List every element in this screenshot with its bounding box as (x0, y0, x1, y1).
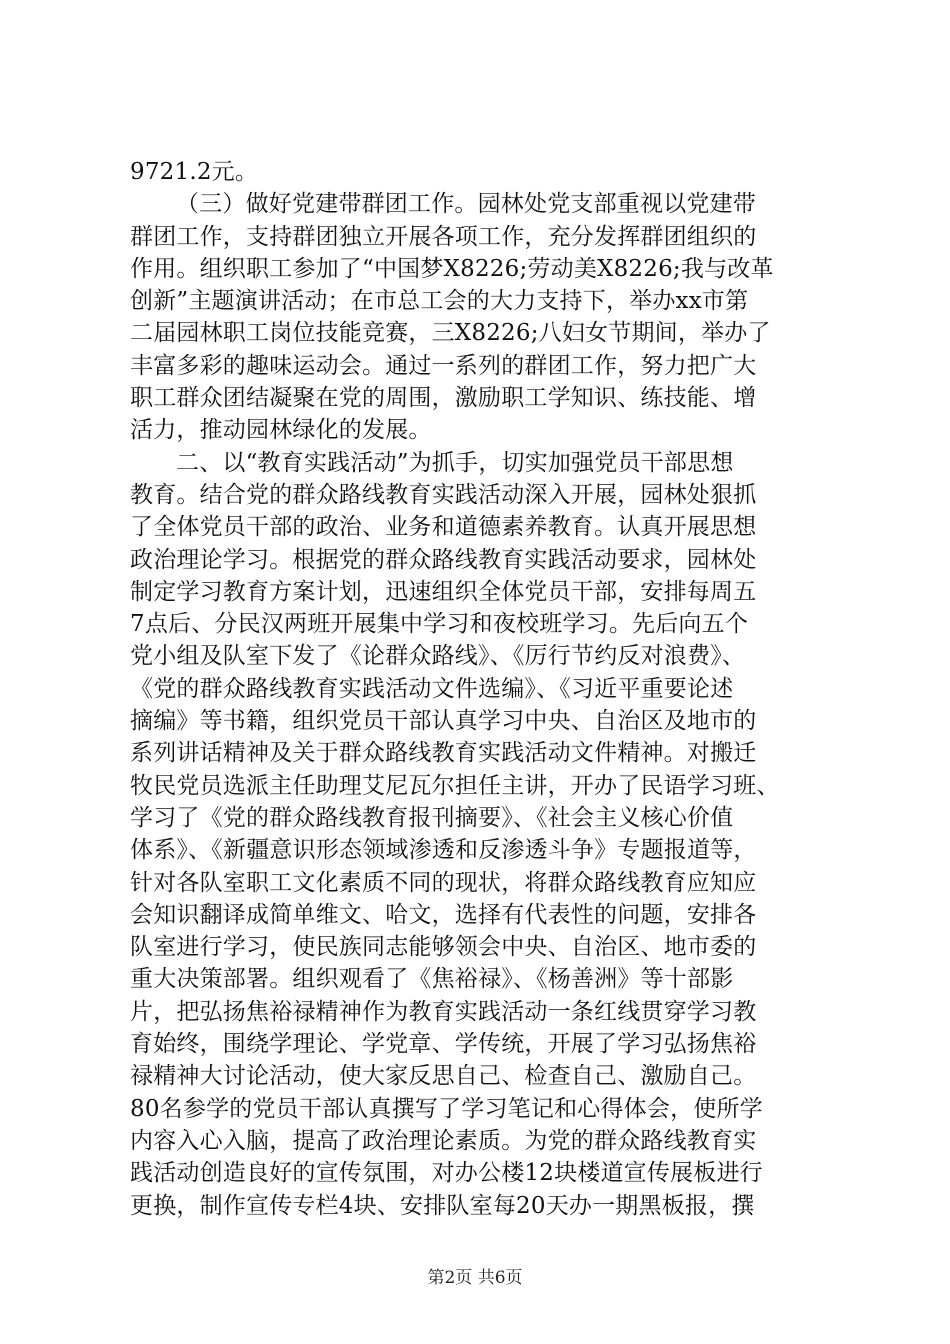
text-line: 更换，制作宣传专栏4块、安排队室每20天办一期黑板报，撰 (130, 1192, 755, 1219)
text-line: 会知识翻译成简单维文、哈文，选择有代表性的问题，安排各 (130, 901, 757, 928)
text-line: 片，把弘扬焦裕禄精神作为教育实践活动一条红线贯穿学习教 (130, 998, 757, 1025)
text-line: 制定学习教育方案计划，迅速组织全体党员干部，安排每周五 (130, 578, 757, 605)
text-line: 学习了《党的群众路线教育报刊摘要》、《社会主义核心价值 (130, 804, 734, 831)
text-line: 重大决策部署。组织观看了《焦裕禄》、《杨善洲》等十部影 (130, 966, 734, 993)
text-line: 针对各队室职工文化素质不同的现状，将群众路线教育应知应 (130, 869, 757, 896)
text-line: 群团工作，支持群团独立开展各项工作，充分发挥群团组织的 (130, 223, 757, 250)
paragraph-start-line: 二、以“教育实践活动”为抓手，切实加强党员干部思想 (176, 449, 734, 476)
text-line: 教育。结合党的群众路线教育实践活动深入开展，园林处狠抓 (130, 481, 757, 508)
text-line: 育始终，围绕学理论、学党章、学传统，开展了学习弘扬焦裕 (130, 1031, 757, 1058)
text-line: 二届园林职工岗位技能竞赛，三X8226;八妇女节期间，举办了 (130, 320, 771, 347)
text-line: 践活动创造良好的宣传氛围，对办公楼12块楼道宣传展板进行 (130, 1160, 763, 1187)
text-line: 政治理论学习。根据党的群众路线教育实践活动要求，园林处 (130, 546, 757, 573)
text-line: 《党的群众路线教育实践活动文件选编》、《习近平重要论述 (130, 675, 734, 702)
text-line: 禄精神大讨论活动，使大家反思自己、检查自己、激励自己。 (130, 1063, 757, 1090)
text-line: 职工群众团结凝聚在党的周围，激励职工学知识、练技能、增 (130, 385, 757, 412)
document-body (130, 156, 830, 1222)
text-line: 摘编》等书籍，组织党员干部认真学习中央、自治区及地市的 (130, 708, 757, 735)
text-line: 了全体党员干部的政治、业务和道德素养教育。认真开展思想 (130, 514, 757, 541)
text-line: 系列讲话精神及关于群众路线教育实践活动文件精神。对搬迁 (130, 740, 757, 767)
text-line: 牧民党员选派主任助理艾尼瓦尔担任主讲，开办了民语学习班、 (130, 772, 780, 799)
text-line: 创新”主题演讲活动；在市总工会的大力支持下，举办xx市第 (130, 288, 749, 315)
text-line: 内容入心入脑，提高了政治理论素质。为党的群众路线教育实 (130, 1127, 757, 1154)
paragraph-start-line: （三）做好党建带群团工作。园林处党支部重视以党建带 (176, 191, 756, 218)
text-line: 体系》、《新疆意识形态领域渗透和反渗透斗争》专题报道等， (130, 837, 757, 864)
text-line: 党小组及队室下发了《论群众路线》、《厉行节约反对浪费》、 (130, 643, 746, 670)
text-line: 丰富多彩的趣味运动会。通过一系列的群团工作，努力把广大 (130, 352, 757, 379)
text-line: 队室进行学习，使民族同志能够领会中央、自治区、地市委的 (130, 934, 757, 961)
text-line: 80名参学的党员干部认真撰写了学习笔记和心得体会，使所学 (130, 1095, 763, 1122)
text-line: 活力，推动园林绿化的发展。 (130, 417, 432, 444)
page-number-footer: 第2页 共6页 (427, 1268, 523, 1288)
text-line: 7点后、分民汉两班开展集中学习和夜校班学习。先后向五个 (130, 611, 749, 638)
text-line: 作用。组织职工参加了“中国梦X8226;劳动美X8226;我与改革 (130, 255, 774, 282)
text-line: 9721.2元。 (130, 159, 259, 185)
